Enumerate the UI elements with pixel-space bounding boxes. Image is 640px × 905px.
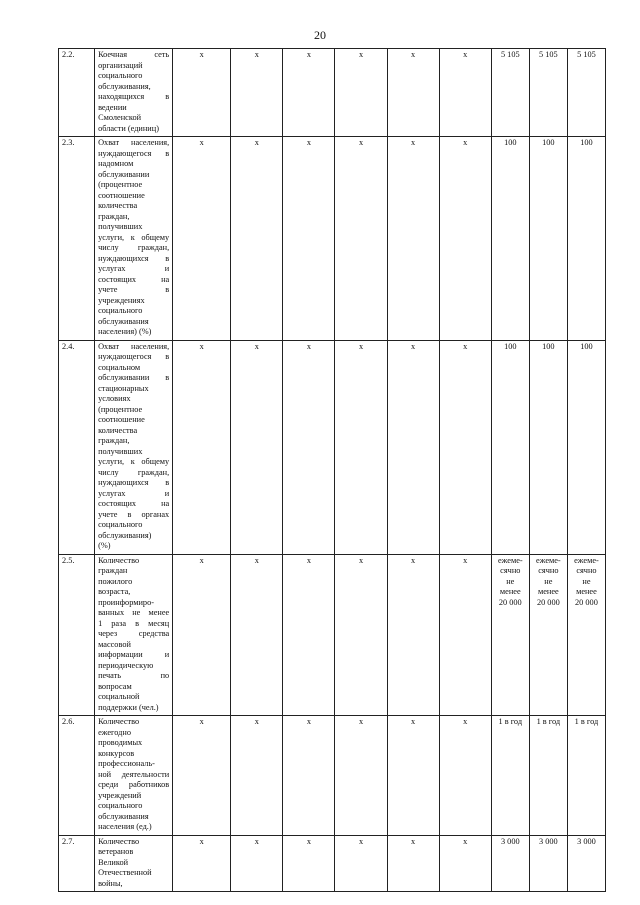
description-line: населения (ед.) bbox=[98, 822, 152, 831]
table-row bbox=[59, 835, 606, 892]
target-value bbox=[567, 835, 605, 892]
target-value bbox=[491, 137, 529, 341]
target-value-line: 100 bbox=[504, 341, 517, 351]
description-line: пожилого bbox=[98, 576, 133, 586]
description-line: количества bbox=[98, 425, 138, 435]
description-line: ной деятельности bbox=[98, 769, 170, 779]
target-value-line: 5 105 bbox=[539, 50, 558, 59]
not-applicable-mark: х bbox=[173, 835, 231, 892]
description-line: социального bbox=[98, 71, 143, 80]
not-applicable-mark: х bbox=[387, 137, 439, 341]
description-line: надомном bbox=[98, 159, 134, 168]
description-line: социального bbox=[98, 520, 143, 529]
row-number: 2.4. bbox=[59, 340, 95, 554]
not-applicable-mark: х bbox=[439, 49, 491, 137]
description-line: нуждающегося в bbox=[98, 352, 170, 361]
target-value-line: 3 000 bbox=[577, 836, 596, 846]
indicator-description bbox=[95, 835, 173, 892]
description-line: обслуживания) bbox=[98, 530, 152, 540]
description-line: ветеранов bbox=[98, 847, 134, 856]
description-line: обслуживания bbox=[98, 316, 149, 326]
not-applicable-mark: х bbox=[283, 49, 335, 137]
not-applicable-mark: х bbox=[283, 716, 335, 836]
indicator-description bbox=[95, 137, 173, 341]
description-line: обслуживании bbox=[98, 169, 150, 179]
not-applicable-mark: х bbox=[439, 137, 491, 341]
description-line: получивших bbox=[98, 446, 143, 456]
not-applicable-mark: х bbox=[335, 340, 387, 554]
not-applicable-mark: х bbox=[387, 716, 439, 836]
target-value bbox=[529, 340, 567, 554]
not-applicable-mark: х bbox=[231, 554, 283, 716]
description-line: проинформиро- bbox=[98, 597, 154, 607]
target-value bbox=[529, 554, 567, 716]
not-applicable-mark: х bbox=[231, 49, 283, 137]
description-line: учете в bbox=[98, 285, 170, 294]
description-line: области (единиц) bbox=[98, 123, 159, 133]
table-row bbox=[59, 340, 606, 554]
description-line: Количество bbox=[98, 836, 140, 846]
not-applicable-mark: х bbox=[283, 554, 335, 716]
description-line: нуждающихся в bbox=[98, 253, 170, 263]
description-line: обслуживания, bbox=[98, 81, 151, 91]
description-line: печать по bbox=[98, 671, 170, 680]
description-line: ванных не менее bbox=[98, 608, 170, 617]
target-value-line: 5 105 bbox=[500, 50, 520, 59]
table-row bbox=[59, 716, 606, 836]
not-applicable-mark: х bbox=[335, 49, 387, 137]
description-line: поддержки (чел.) bbox=[98, 702, 159, 712]
not-applicable-mark: х bbox=[173, 340, 231, 554]
target-value-line: 100 bbox=[542, 341, 555, 351]
description-line: 1 раза в месяц bbox=[98, 618, 170, 628]
description-line: нуждающегося в bbox=[98, 148, 170, 158]
description-line: информации и bbox=[98, 650, 170, 659]
description-line: Смоленской bbox=[98, 113, 142, 122]
description-line: войны, bbox=[98, 878, 123, 888]
description-line: учете в органах bbox=[98, 509, 170, 519]
target-value bbox=[567, 340, 605, 554]
not-applicable-mark: х bbox=[173, 716, 231, 836]
not-applicable-mark: х bbox=[173, 49, 231, 137]
not-applicable-mark: х bbox=[335, 716, 387, 836]
description-line: массовой bbox=[98, 639, 131, 649]
row-number: 2.5. bbox=[59, 554, 95, 716]
not-applicable-mark: х bbox=[335, 137, 387, 341]
description-line: ежегодно bbox=[98, 727, 131, 737]
target-value bbox=[529, 49, 567, 137]
row-number: 2.3. bbox=[59, 137, 95, 341]
description-line: Количество bbox=[98, 717, 140, 726]
target-value-line: 20 000 bbox=[575, 597, 598, 607]
target-value bbox=[567, 554, 605, 716]
target-value bbox=[491, 49, 529, 137]
not-applicable-mark: х bbox=[231, 835, 283, 892]
not-applicable-mark: х bbox=[335, 554, 387, 716]
description-line: Охват населения, bbox=[98, 341, 170, 351]
description-line: учреждениях bbox=[98, 295, 145, 305]
description-line: нуждающихся в bbox=[98, 478, 170, 487]
not-applicable-mark: х bbox=[283, 835, 335, 892]
target-value-line: 1 в год bbox=[536, 717, 561, 726]
target-value bbox=[529, 137, 567, 341]
target-value-line: ежеме- bbox=[497, 555, 523, 565]
target-value-line: 20 000 bbox=[498, 597, 522, 607]
not-applicable-mark: х bbox=[439, 554, 491, 716]
target-value-line: 100 bbox=[542, 138, 555, 147]
target-value-line: 100 bbox=[580, 341, 593, 351]
indicator-description bbox=[95, 49, 173, 137]
indicators-table bbox=[58, 48, 606, 892]
not-applicable-mark: х bbox=[439, 340, 491, 554]
target-value-line: 1 в год bbox=[498, 717, 523, 726]
target-value-line: не bbox=[506, 576, 515, 586]
description-line: Количество bbox=[98, 555, 140, 565]
target-value-line: ежеме- bbox=[574, 555, 599, 565]
target-value-line: 3 000 bbox=[539, 836, 558, 846]
description-line: соотношение bbox=[98, 190, 145, 200]
description-line: числу граждан, bbox=[98, 243, 170, 252]
target-value bbox=[491, 716, 529, 836]
description-line: населения) (%) bbox=[98, 327, 152, 336]
description-line: числу граждан, bbox=[98, 467, 170, 477]
description-line: социального bbox=[98, 801, 143, 810]
target-value bbox=[567, 716, 605, 836]
description-line: социального bbox=[98, 306, 143, 315]
description-line: ведении bbox=[98, 102, 127, 112]
description-line: периодическую bbox=[98, 660, 154, 670]
not-applicable-mark: х bbox=[283, 137, 335, 341]
target-value bbox=[491, 554, 529, 716]
row-number: 2.6. bbox=[59, 716, 95, 836]
row-number: 2.2. bbox=[59, 49, 95, 137]
target-value-line: 1 в год bbox=[574, 717, 599, 726]
target-value-line: 5 105 bbox=[577, 50, 596, 59]
description-line: среди работников bbox=[98, 780, 170, 789]
not-applicable-mark: х bbox=[231, 716, 283, 836]
description-line: проводимых bbox=[98, 738, 143, 747]
not-applicable-mark: х bbox=[439, 835, 491, 892]
not-applicable-mark: х bbox=[335, 835, 387, 892]
description-line: (процентное bbox=[98, 180, 143, 189]
page-number: 20 bbox=[314, 28, 326, 42]
target-value bbox=[529, 716, 567, 836]
description-line: Охват населения, bbox=[98, 138, 170, 147]
not-applicable-mark: х bbox=[283, 340, 335, 554]
description-line: учреждений bbox=[98, 790, 142, 800]
description-line: возраста, bbox=[98, 587, 131, 596]
description-line: социальном bbox=[98, 362, 141, 372]
target-value-line: сячно bbox=[538, 566, 559, 575]
description-line: условиях bbox=[98, 394, 131, 403]
target-value-line: менее bbox=[499, 587, 521, 596]
row-number: 2.7. bbox=[59, 835, 95, 892]
not-applicable-mark: х bbox=[231, 340, 283, 554]
description-line: Отечественной bbox=[98, 868, 152, 877]
target-value bbox=[567, 137, 605, 341]
description-line: услуги, к общему bbox=[98, 457, 170, 466]
table-body bbox=[59, 49, 606, 892]
description-line: через средства bbox=[98, 629, 170, 638]
description-line: соотношение bbox=[98, 415, 145, 424]
description-line: услугах и bbox=[98, 264, 170, 273]
description-line: стационарных bbox=[98, 383, 149, 393]
description-line: обслуживании в bbox=[98, 373, 170, 382]
indicator-description bbox=[95, 554, 173, 716]
not-applicable-mark: х bbox=[387, 554, 439, 716]
description-line: услуги, к общему bbox=[98, 232, 170, 242]
description-line: получивших bbox=[98, 222, 143, 231]
target-value-line: не bbox=[582, 576, 591, 586]
description-line: граждан, bbox=[98, 211, 130, 221]
target-value bbox=[491, 835, 529, 892]
description-line: конкурсов bbox=[98, 748, 135, 758]
description-line: Великой bbox=[98, 857, 129, 867]
target-value-line: сячно bbox=[576, 566, 597, 575]
not-applicable-mark: х bbox=[439, 716, 491, 836]
target-value-line: сячно bbox=[500, 566, 521, 575]
target-value bbox=[567, 49, 605, 137]
target-value-line: менее bbox=[576, 587, 597, 596]
not-applicable-mark: х bbox=[387, 49, 439, 137]
target-value-line: 20 000 bbox=[536, 597, 560, 607]
not-applicable-mark: х bbox=[231, 137, 283, 341]
description-line: состоящих на bbox=[98, 499, 170, 508]
description-line: граждан, bbox=[98, 436, 130, 445]
table-row bbox=[59, 49, 606, 137]
indicator-description bbox=[95, 340, 173, 554]
description-line: услугах и bbox=[98, 488, 170, 498]
table-row bbox=[59, 137, 606, 341]
indicator-description bbox=[95, 716, 173, 836]
target-value-line: 3 000 bbox=[500, 836, 520, 846]
description-line: Коечная сеть bbox=[98, 50, 170, 59]
description-line: состоящих на bbox=[98, 274, 170, 284]
description-line: (процентное bbox=[98, 404, 143, 414]
target-value bbox=[491, 340, 529, 554]
target-value-line: менее bbox=[537, 587, 559, 596]
description-line: вопросам bbox=[98, 681, 132, 691]
target-value-line: 100 bbox=[580, 138, 593, 147]
description-line: профессиональ- bbox=[98, 759, 155, 768]
description-line: граждан bbox=[98, 566, 128, 575]
not-applicable-mark: х bbox=[387, 835, 439, 892]
description-line: количества bbox=[98, 201, 138, 210]
description-line: организаций bbox=[98, 60, 143, 70]
not-applicable-mark: х bbox=[173, 554, 231, 716]
target-value-line: 100 bbox=[504, 138, 517, 147]
description-line: (%) bbox=[98, 541, 111, 550]
not-applicable-mark: х bbox=[387, 340, 439, 554]
description-line: находящихся в bbox=[98, 92, 170, 101]
target-value-line: ежеме- bbox=[536, 555, 561, 565]
target-value-line: не bbox=[544, 576, 553, 586]
target-value bbox=[529, 835, 567, 892]
description-line: социальной bbox=[98, 692, 140, 701]
table-row bbox=[59, 554, 606, 716]
description-line: обслуживания bbox=[98, 811, 149, 821]
not-applicable-mark: х bbox=[173, 137, 231, 341]
